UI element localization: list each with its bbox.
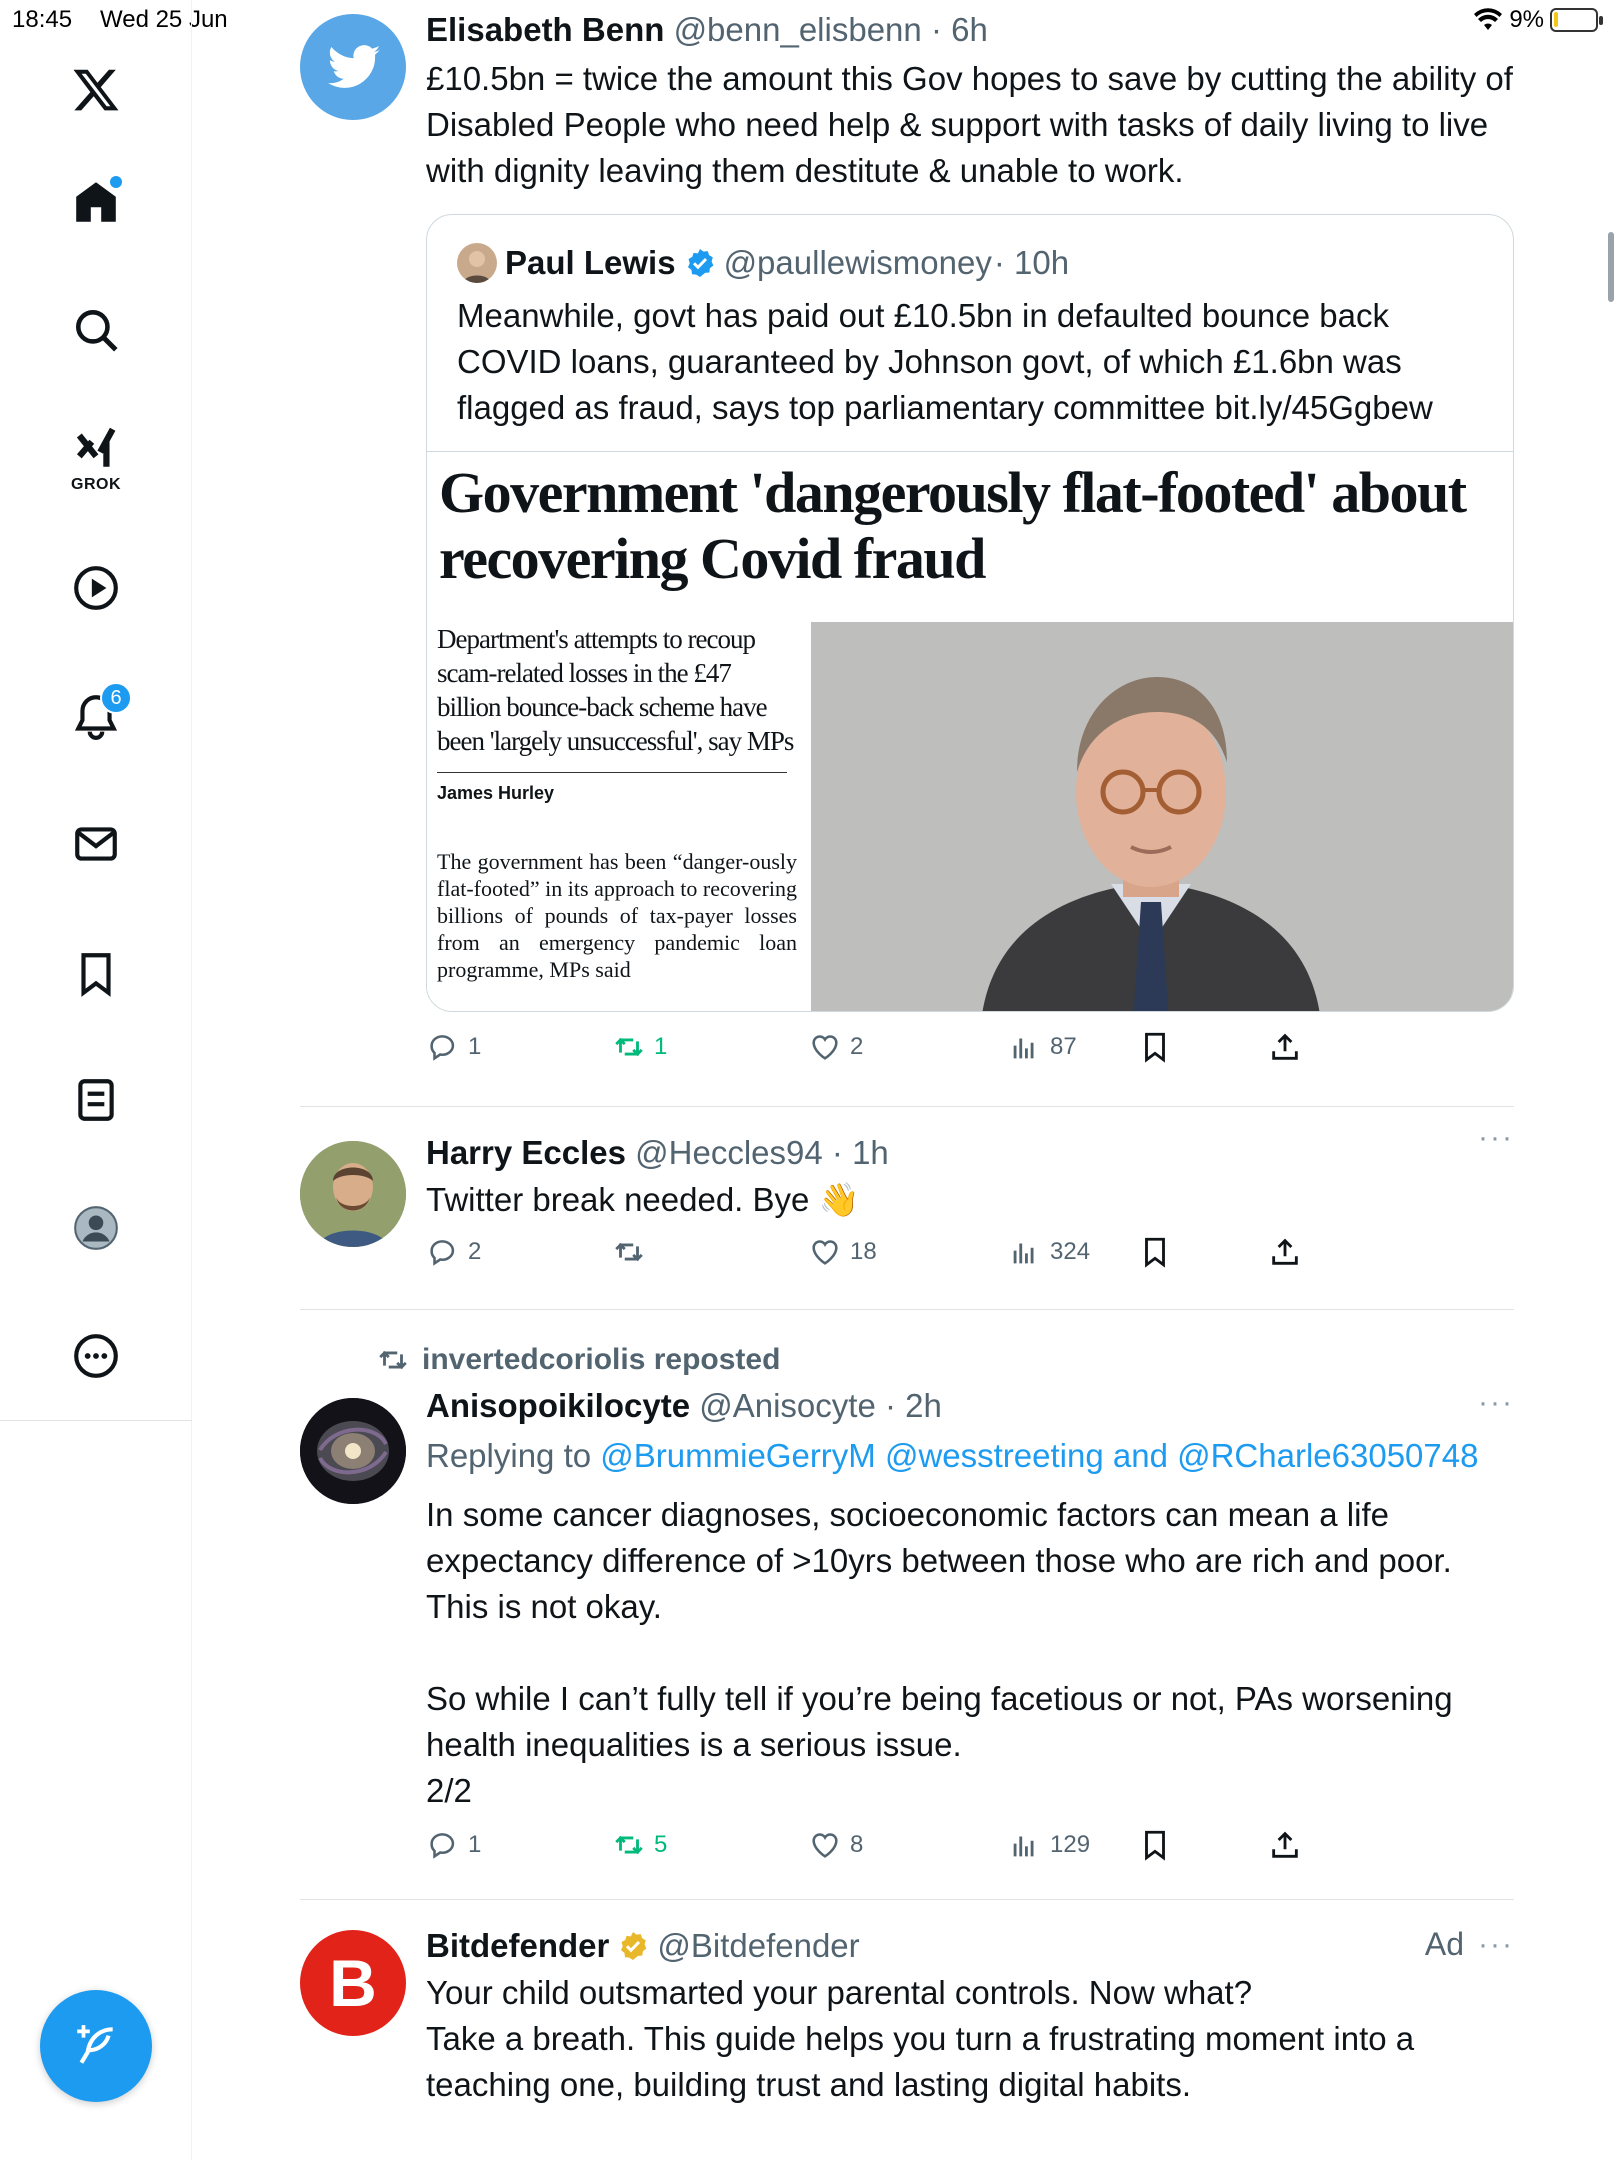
tweet-actions (426, 1030, 1514, 1090)
tweet-actions (426, 1235, 1514, 1295)
sidebar-divider (0, 1420, 192, 1421)
share-button[interactable] (1268, 1235, 1302, 1269)
tweet-text-paragraph-1: In some cancer diagnoses, socioeconomic factors can mean a life expectancy difference of >10yrs between those who are rich and poor. This is not okay. (426, 1496, 1452, 1625)
tweet-text: Twitter break needed. Bye 👋 (426, 1181, 860, 1218)
quoted-author-name[interactable]: Paul Lewis (505, 244, 676, 281)
twitter-bird-icon (300, 14, 406, 120)
like-count: 2 (850, 1033, 864, 1060)
bookmark-button[interactable] (1138, 1030, 1172, 1064)
quoted-author-avatar[interactable] (457, 243, 497, 283)
tweet-text-paragraph-2: So while I can’t fully tell if you’re being facetious or not, PAs worsening health inequalities is a serious issue. (426, 1680, 1453, 1763)
messages-icon[interactable] (56, 804, 136, 884)
repost-label[interactable]: invertedcoriolis reposted (422, 1343, 781, 1376)
tweet-anisopoikilocyte[interactable] (300, 1310, 1514, 1900)
share-button[interactable] (1268, 1828, 1302, 1862)
tweet-actions (426, 1828, 1514, 1888)
tweet-text: £10.5bn = twice the amount this Gov hopes to save by cutting the ability of Disabled People who need help & support with tasks of daily living to live with dignity leaving them destitute & unable to work. (426, 60, 1513, 189)
article-image-card[interactable] (427, 451, 1513, 1011)
repost-count: 5 (654, 1831, 668, 1858)
author-handle[interactable]: @Anisocyte (699, 1387, 876, 1424)
tweet-elisabeth-benn[interactable] (300, 0, 1514, 1107)
repost-icon (612, 1828, 646, 1862)
like-count: 8 (850, 1831, 864, 1858)
tweet-header (426, 8, 1514, 52)
share-icon (1268, 1030, 1302, 1064)
battery-percent: 9% (1509, 6, 1544, 33)
reply-icon (426, 1828, 460, 1862)
ad-text-line-2: Take a breath. This guide helps you turn a frustrating moment into a teaching one, building trust and lasting digital habits. (426, 2020, 1415, 2103)
like-count: 18 (850, 1238, 877, 1265)
article-portrait-photo (811, 622, 1513, 1011)
views-count: 324 (1050, 1238, 1091, 1265)
views-button[interactable] (1008, 1030, 1077, 1064)
quoted-tweet[interactable] (426, 214, 1514, 1012)
author-name[interactable]: Anisopoikilocyte (426, 1387, 691, 1424)
grok-label: GROK (71, 476, 121, 493)
tweet-text-paragraph-3: 2/2 (426, 1772, 472, 1809)
home-unread-dot (110, 176, 122, 188)
article-text-column (437, 622, 797, 988)
sidebar (0, 0, 192, 2160)
tweet-header (426, 1384, 1514, 1428)
x-logo-icon[interactable] (56, 50, 136, 130)
tweet-more-menu[interactable]: ··· (1478, 1927, 1514, 1961)
reply-count: 1 (468, 1033, 482, 1060)
bookmark-icon (1138, 1235, 1172, 1269)
author-handle[interactable]: @Heccles94 (635, 1134, 823, 1171)
author-name[interactable]: Elisabeth Benn (426, 11, 665, 48)
video-icon[interactable] (56, 548, 136, 628)
views-count: 129 (1050, 1831, 1091, 1858)
repost-icon (612, 1235, 646, 1269)
article-headline: Government 'dangerously flat-footed' about recovering Covid fraud (439, 460, 1466, 591)
gold-verified-badge-icon (617, 1930, 649, 1962)
author-handle[interactable]: @Bitdefender (657, 1927, 860, 1964)
repost-button[interactable] (612, 1235, 654, 1269)
tweet-time[interactable]: · 1h (831, 1134, 889, 1171)
author-name[interactable]: Harry Eccles (426, 1134, 626, 1171)
verified-badge-icon (684, 247, 716, 279)
battery-icon (1550, 8, 1598, 32)
reposted-icon (376, 1343, 410, 1377)
man-portrait-illustration (811, 622, 1511, 1011)
like-button[interactable] (808, 1235, 877, 1269)
bookmark-button[interactable] (1138, 1828, 1172, 1862)
share-icon (1268, 1235, 1302, 1269)
heart-icon (808, 1030, 842, 1064)
views-button[interactable] (1008, 1828, 1090, 1862)
replying-to-line (426, 1434, 1514, 1478)
views-chart-icon (1008, 1030, 1042, 1064)
paul-lewis-face-icon (457, 243, 497, 283)
reply-count: 2 (468, 1238, 482, 1265)
author-handle[interactable]: @benn_elisbenn (673, 11, 922, 48)
like-button[interactable] (808, 1828, 863, 1862)
quoted-tweet-time[interactable]: · 10h (993, 244, 1070, 281)
profile-avatar-icon[interactable] (56, 1188, 136, 1268)
quoted-tweet-header (427, 215, 1513, 285)
replying-prefix: Replying to (426, 1437, 592, 1474)
quoted-author-handle[interactable]: @paullewismoney (723, 244, 992, 281)
like-button[interactable] (808, 1030, 863, 1064)
battery-fill (1554, 12, 1558, 27)
bookmark-icon (1138, 1828, 1172, 1862)
notifications-badge: 6 (100, 682, 132, 714)
article-byline: James Hurley (437, 772, 787, 804)
bookmark-icon (1138, 1030, 1172, 1064)
bookmarks-icon[interactable] (56, 934, 136, 1014)
views-count: 87 (1050, 1033, 1077, 1060)
home-icon[interactable] (56, 162, 136, 242)
author-name[interactable]: Bitdefender (426, 1927, 610, 1964)
avatar-twitter-bird[interactable] (300, 14, 406, 120)
repost-context (376, 1338, 1514, 1382)
ad-label: Ad (1424, 1926, 1465, 1962)
anisopoikilocyte-avatar[interactable] (300, 1398, 406, 1504)
status-time: 18:45 (12, 6, 73, 33)
reply-icon (426, 1235, 460, 1269)
tweet-time[interactable]: · 6h (930, 11, 988, 48)
compose-post-button[interactable] (40, 1990, 152, 2102)
galaxy-icon (300, 1398, 406, 1504)
tweet-bitdefender-ad[interactable] (300, 1900, 1514, 2160)
heart-icon (808, 1235, 842, 1269)
notifications-icon[interactable] (56, 676, 136, 756)
bitdefender-logo-letter: B (329, 1946, 377, 2020)
reply-button[interactable] (426, 1235, 481, 1269)
reply-button[interactable] (426, 1030, 481, 1064)
reply-count: 1 (468, 1831, 482, 1858)
share-icon (1268, 1828, 1302, 1862)
tweet-time[interactable]: · 2h (884, 1387, 942, 1424)
heart-icon (808, 1828, 842, 1862)
repost-button[interactable] (612, 1828, 667, 1862)
scrollbar-thumb[interactable] (1608, 232, 1614, 302)
quoted-tweet-text: Meanwhile, govt has paid out £10.5bn in defaulted bounce back COVID loans, guaranteed by Johnson govt, of which £1.6bn was flagged as fraud, says top parliamentary committee bit.ly/45Ggbew (457, 297, 1433, 426)
share-button[interactable] (1268, 1030, 1302, 1064)
repost-icon (612, 1030, 646, 1064)
reply-button[interactable] (426, 1828, 481, 1862)
more-options-icon[interactable] (56, 1316, 136, 1396)
harry-eccles-avatar[interactable] (300, 1141, 406, 1247)
tweet-more-menu[interactable]: ··· (1478, 1386, 1514, 1419)
views-button[interactable] (1008, 1235, 1090, 1269)
harry-eccles-face-icon (300, 1141, 406, 1247)
bitdefender-logo[interactable] (300, 1930, 406, 2036)
views-chart-icon (1008, 1235, 1042, 1269)
article-standfirst: Department's attempts to recoup scam-related losses in the £47 billion bounce-back scheme have been 'largely unsuccessful', say MPs (437, 624, 794, 756)
article-paragraph: The government has been “danger-ously flat-footed” in its approach to recovering billions of pounds of tax-payer losses from an emergency pandemic loan programme, MPs said (437, 849, 797, 982)
timeline-feed (300, 0, 1514, 2160)
search-icon[interactable] (56, 290, 136, 370)
ad-text-line-1: Your child outsmarted your parental controls. Now what? (426, 1974, 1253, 2011)
ad-meta (1425, 1926, 1514, 1963)
lists-icon[interactable] (56, 1060, 136, 1140)
tweet-more-menu[interactable]: ··· (1478, 1121, 1514, 1154)
bookmark-button[interactable] (1138, 1235, 1172, 1269)
tweet-header (426, 1131, 1514, 1175)
tweet-header (426, 1924, 1514, 1968)
compose-feather-icon (71, 2021, 121, 2071)
views-chart-icon (1008, 1828, 1042, 1862)
repost-count: 1 (654, 1033, 668, 1060)
repost-button[interactable] (612, 1030, 667, 1064)
tweet-harry-eccles[interactable] (300, 1107, 1514, 1310)
status-date: Wed 25 Jun (100, 6, 228, 33)
reply-icon (426, 1030, 460, 1064)
replying-to-handles[interactable]: @BrummieGerryM @wesstreeting and @RCharle63050748 (600, 1437, 1479, 1474)
